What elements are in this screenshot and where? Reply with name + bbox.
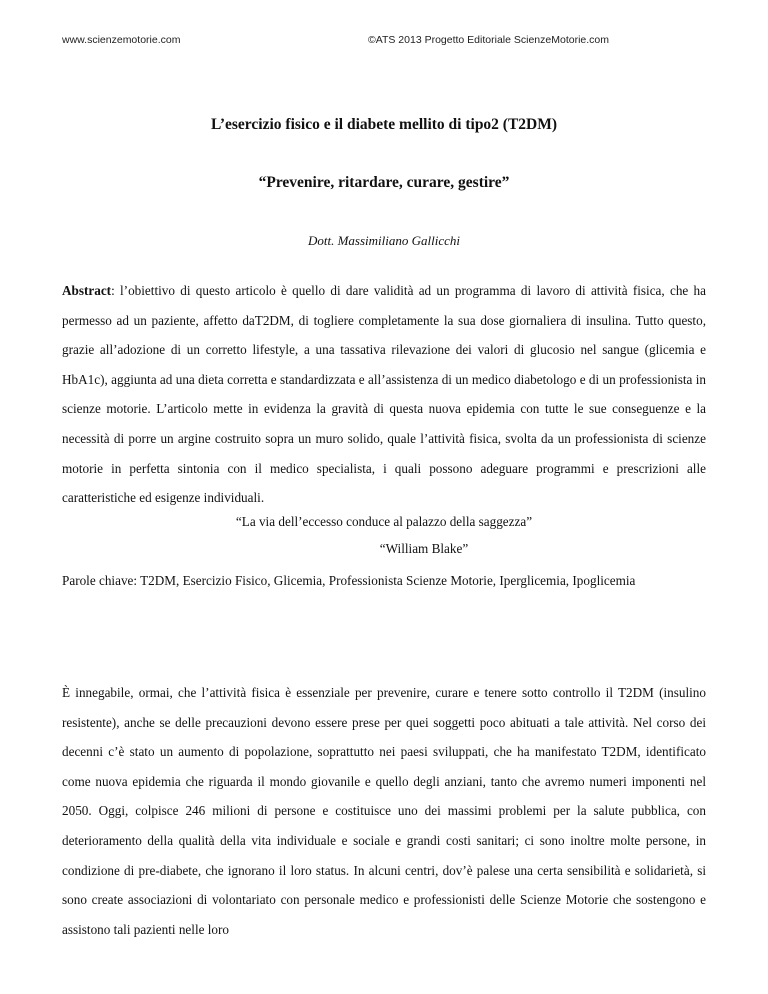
header-copyright: ©ATS 2013 Progetto Editoriale ScienzeMotorie.com [368,34,609,46]
body-paragraph: È innegabile, ormai, che l’attività fisica è essenziale per prevenire, curare e tenere sotto controllo il T2DM (insulino resistente), anche se delle precauzioni devono essere prese per quei soggetti poco abituati a tale attività. Nel corso dei decenni c’è stato un aumento di popolazione, soprattutto nei paesi sviluppati, che ha manifestato T2DM, identificato come nuova epidemia che riguarda il mondo giovanile e quello degli anziani, tanto che avremo numeri imponenti nel 2050. Oggi, colpisce 246 milioni di persone e costituisce uno dei massimi problemi per la salute pubblica, con deterioramento della qualità della vita individuale e sociale e grandi costi sanitari; ci sono inoltre molte persone, in condizione di pre-diabete, che ignorano il loro status. In alcuni centri, dov’è palese una certa sensibilità e solidarietà, si sono create associazioni di volontariato con personale medico e professionisti delle Scienze Motorie che sostengono e assistono tali pazienti nelle loro [62,685,706,937]
epigraph-author: “William Blake” [379,541,469,556]
article-subtitle: “Prevenire, ritardare, curare, gestire” [258,174,510,191]
abstract-label: Abstract [62,283,112,298]
article-author: Dott. Massimiliano Gallicchi [307,233,461,248]
abstract-text: : l’obiettivo di questo articolo è quello di dare validità ad un programma di lavoro di attività fisica, che ha permesso ad un paziente, affetto daT2DM, di togliere completamente la sua dose giornaliera di insulina. Tutto questo, grazie all’adozione di un corretto lifestyle, a una tassativa rilevazione dei valori di glucosio nel sangue (glicemia e HbA1c), aggiunta ad una dieta corretta e standardizzata e all’assistenza di un medico diabetologo e di un professionista in scienze motorie. L’articolo mette in evidenza la gravità di questa nuova epidemia con tutte le sue conseguenze e la necessità di porre un argine costruito sopra un muro solido, quale l’attività fisica, svolta da un professionista di scienze motorie in perfetta sintonia con il medico specialista, i quali possono adeguare programmi e prescrizioni alle caratteristiche ed esigenze individuali. [62,283,706,506]
article-title: L’esercizio fisico e il diabete mellito di tipo2 (T2DM) [210,116,558,133]
keywords: Parole chiave: T2DM, Esercizio Fisico, Glicemia, Professionista Scienze Motorie, Iperglicemia, Ipoglicemia [62,573,636,588]
epigraph-quote: “La via dell’eccesso conduce al palazzo della saggezza” [235,514,533,529]
header-website: www.scienzemotorie.com [62,34,181,46]
abstract-paragraph [62,276,706,513]
